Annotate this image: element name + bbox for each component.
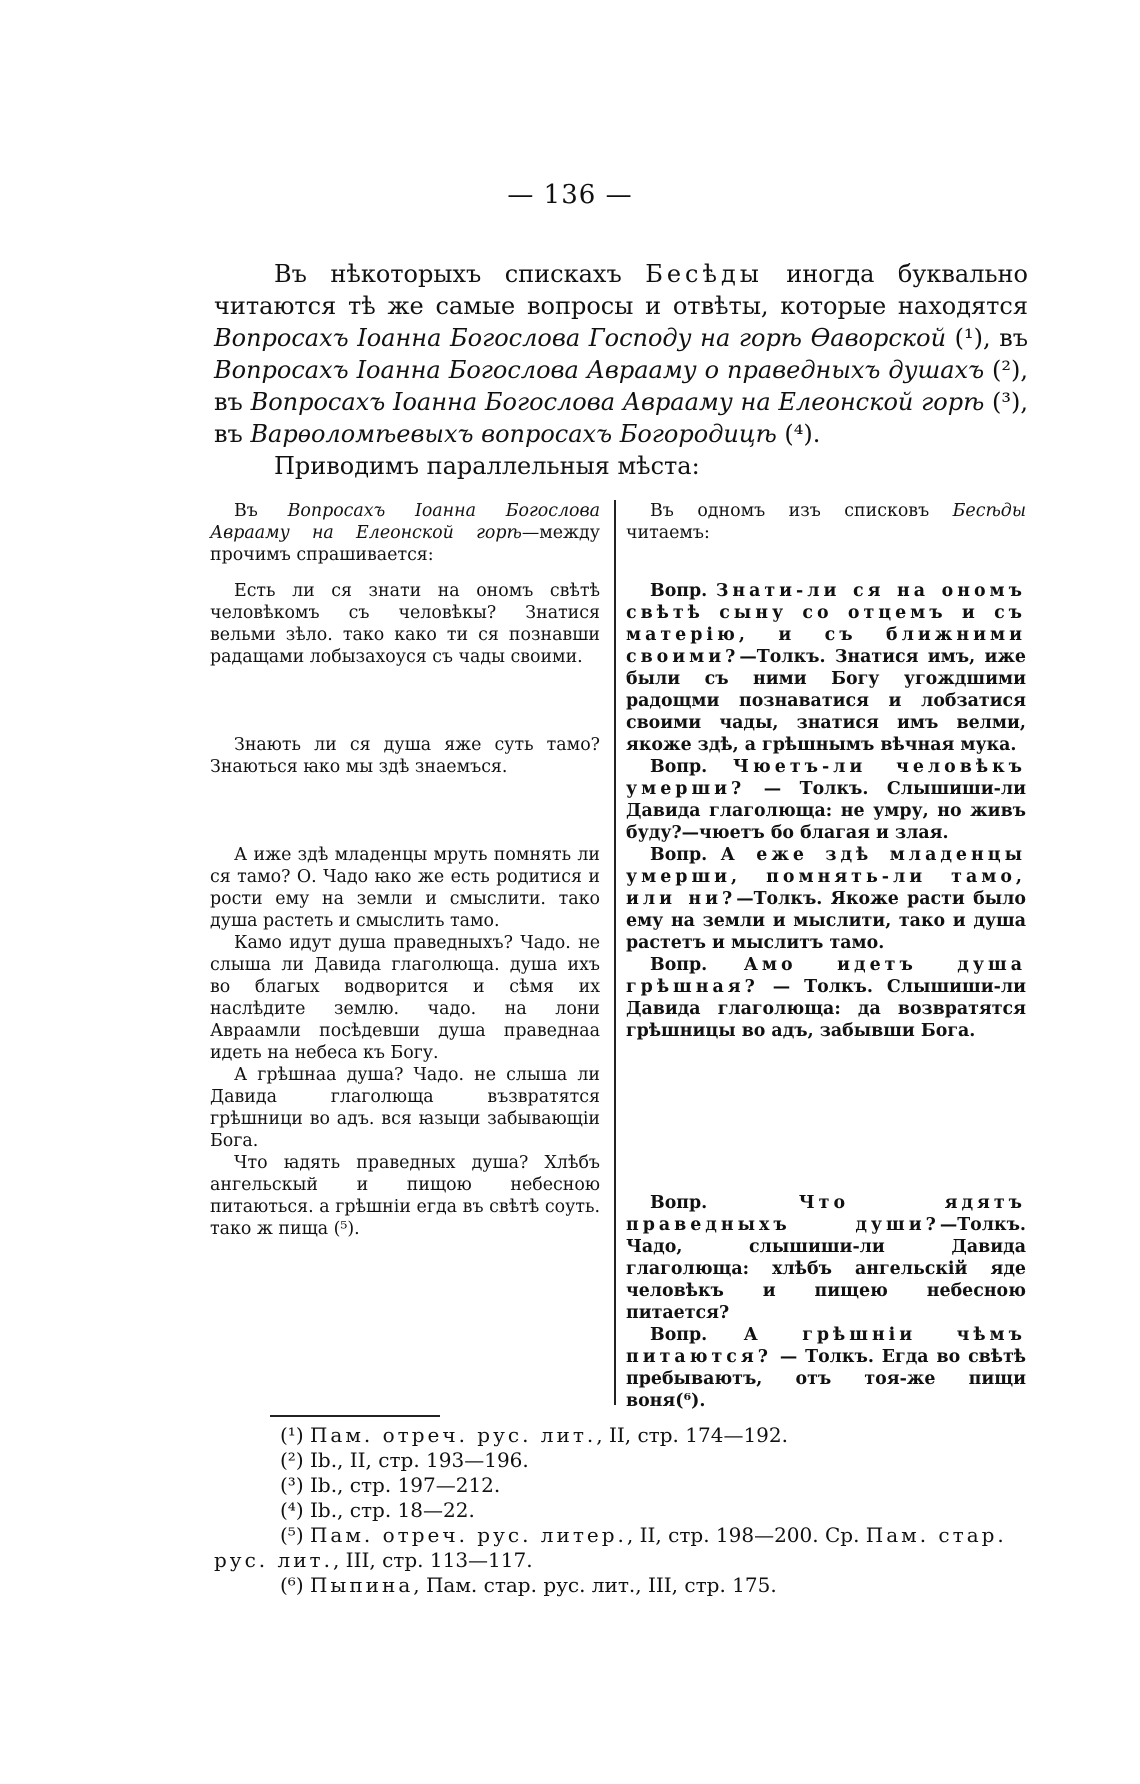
right-question-5 <box>626 1192 1026 1324</box>
right-header-title: Бесѣды <box>952 501 1026 521</box>
right-question-6 <box>626 1324 1026 1412</box>
footnote-rule <box>270 1415 440 1417</box>
footnote-mark: (³) <box>280 1473 310 1497</box>
footnote-ref: , II, стр. 198—200. Ср. <box>626 1523 866 1547</box>
right-question-3 <box>626 844 1026 954</box>
intro-title-beseda: Бесѣды <box>645 260 763 288</box>
page-number: — 136 — <box>507 180 633 210</box>
right-header-c: читаемъ: <box>626 523 710 543</box>
footnote-ref: Ib., стр. 18—22. <box>309 1498 475 1522</box>
q2-question: Чюетъ-ли человѣкъ умерши? <box>626 757 1026 799</box>
left-column <box>210 500 600 1240</box>
left-header-title: Вопросахъ Іоанна Богослова Аврааму на Елеонской горѣ <box>210 501 600 543</box>
left-header-c: —между прочимъ спрашивается: <box>210 523 600 565</box>
footnote-6 <box>214 1573 1034 1598</box>
q4-label: Вопр. <box>650 955 744 975</box>
footnote-mark: (⁶) <box>280 1573 310 1597</box>
footnote-ref: Ib., стр. 197—212. <box>309 1473 501 1497</box>
intro-ref-1: Вопросахъ Іоанна Богослова Господу на горѣ Ѳаворской <box>214 324 947 352</box>
left-column-header <box>210 500 600 566</box>
footnote-5 <box>214 1523 1034 1573</box>
footnote-source: Пам. отреч. рус. литер. <box>309 1523 627 1547</box>
footnote-ref: , II, стр. 174—192. <box>596 1423 788 1447</box>
q6-answer: — Толкъ. Егда во свѣтѣ пребываютъ, отъ тоя-же пищи воня(⁶). <box>626 1347 1026 1411</box>
footnote-ref-2: , III, стр. 113—117. <box>332 1548 533 1572</box>
footnote-mark: (²) <box>280 1448 310 1472</box>
left-block-4: Камо идут душа праведныхъ? Чадо. не слыша ли Давида глаголюща. душа ихъ во благых водворится и сѣмя их наслѣдите землю. чадо. на лони Авраамли посѣдевши душа праведнаа идеть на небеса къ Богу. <box>210 933 600 1063</box>
footnote-ref: , Пам. стар. рус. лит., III, стр. 175. <box>413 1573 777 1597</box>
q1-answer: —Толкъ. Знатися имъ, иже были съ ними Богу угождшими радощми познаватися и лобзатися своими чады, знатися имъ велми, якоже здѣ, а грѣшнымъ вѣчная мука. <box>626 647 1026 755</box>
intro-note-1: (¹), въ <box>946 324 1029 352</box>
right-column-header <box>626 500 1026 544</box>
footnotes <box>214 1423 1034 1598</box>
left-block-2: Знають ли ся душа яже суть тамо? Знаються ꙗко мы здѣ знаемъся. <box>210 735 600 777</box>
intro-ref-2: Вопросахъ Іоанна Богослова Аврааму о праведныхъ душахъ <box>214 356 985 384</box>
q6-question: А грѣшніи чѣмъ питаются? <box>626 1325 1026 1367</box>
footnote-mark: (⁵) <box>280 1523 310 1547</box>
q4-answer: — Толкъ. Слышиши-ли Давида глаголюща: да возвратятся грѣшницы во адъ, забывши Бога. <box>626 977 1026 1041</box>
intro-text <box>214 258 1028 482</box>
q1-question: Знати-ли ся на ономъ свѣтѣ сыну со отцемъ и съ матерію, и съ ближними своими? <box>626 581 1026 667</box>
left-block-1: Есть ли ся знати на ономъ свѣтѣ человѣкомъ съ человѣкы? Знатися вельми зѣло. тако како ти ся познавши радащами лобызахоуся съ чады своими. <box>210 581 600 667</box>
q6-label: Вопр. <box>650 1325 744 1345</box>
intro-text-a: Въ нѣкоторыхъ спискахъ <box>274 260 646 288</box>
footnote-4 <box>214 1498 1034 1523</box>
intro-text-c: иногда буквально читаются тѣ же самые вопросы и отвѣты, которые находятся <box>214 260 1028 320</box>
intro-paragraph-2: Приводимъ параллельныя мѣста: <box>274 452 700 480</box>
q3-label: Вопр. <box>650 845 721 865</box>
footnote-source-2: Пам. стар. рус. лит. <box>214 1523 1007 1572</box>
q3-answer: —Толкъ. Якоже расти было ему на земли и мыслити, тако и душа растетъ и мыслитъ тамо. <box>626 889 1027 953</box>
footnote-1 <box>214 1423 1034 1448</box>
footnote-mark: (⁴) <box>280 1498 310 1522</box>
footnote-2 <box>214 1448 1034 1473</box>
q2-label: Вопр. <box>650 757 734 777</box>
left-header-a: Въ <box>234 501 288 521</box>
footnote-source: Пам. отреч. рус. лит. <box>309 1423 597 1447</box>
intro-ref-4: Варѳоломѣевыхъ вопросахъ Богородицѣ <box>250 420 777 448</box>
right-question-4 <box>626 954 1026 1042</box>
intro-note-3: (³), въ <box>214 388 1028 448</box>
parallel-columns <box>210 500 1034 1410</box>
column-divider <box>614 500 616 1405</box>
q5-answer: —Толкъ. Чадо, слышиши-ли Давида глаголюща: хлѣбъ ангельскій яде человѣкъ и пищею небесною питается? <box>626 1215 1026 1323</box>
q3-question: А еже здѣ младенцы умерши, помнять-ли тамо, или ни? <box>626 845 1026 909</box>
right-column <box>626 500 1026 1412</box>
left-block-5: А грѣшнаа душа? Чадо. не слыша ли Давида глаголюща възвратятся грѣшници во адъ. вся ꙗзыци забывающіи Бога. <box>210 1065 600 1151</box>
right-header-a: Въ одномъ изъ списковъ <box>650 501 953 521</box>
footnote-3 <box>214 1473 1034 1498</box>
q2-answer: — Толкъ. Слышиши-ли Давида глаголюща: не умру, но живъ буду?—чюетъ бо благая и злая. <box>626 779 1026 843</box>
footnote-source: Пыпина <box>309 1573 414 1597</box>
footnote-mark: (¹) <box>280 1423 310 1447</box>
right-question-2 <box>626 756 1026 844</box>
intro-note-4: (⁴). <box>776 420 821 448</box>
q4-question: Амо идетъ душа грѣшная? <box>626 955 1026 997</box>
q5-label: Вопр. <box>650 1193 799 1213</box>
left-block-3: А иже здѣ младенцы мруть помнять ли ся тамо? О. Чадо ꙗко же есть родитися и рости ему на земли и смыслити. тако душа растеть и смыслить тамо. <box>210 845 600 931</box>
q1-label: Вопр. <box>650 581 716 601</box>
q5-question: Что ядятъ праведныхъ души? <box>626 1193 1026 1235</box>
footnote-ref: Ib., II, стр. 193—196. <box>309 1448 529 1472</box>
left-block-6: Что ꙗдять праведных душа? Хлѣбъ ангельскый и пищою небесною питаються. а грѣшніи егда въ свѣтѣ соуть. тако ж пища (⁵). <box>210 1153 600 1239</box>
right-question-1 <box>626 580 1026 756</box>
intro-ref-3: Вопросахъ Іоанна Богослова Аврааму на Елеонской горѣ <box>250 388 985 416</box>
intro-paragraph <box>214 258 1028 450</box>
intro-note-2: (²), въ <box>214 356 1028 416</box>
